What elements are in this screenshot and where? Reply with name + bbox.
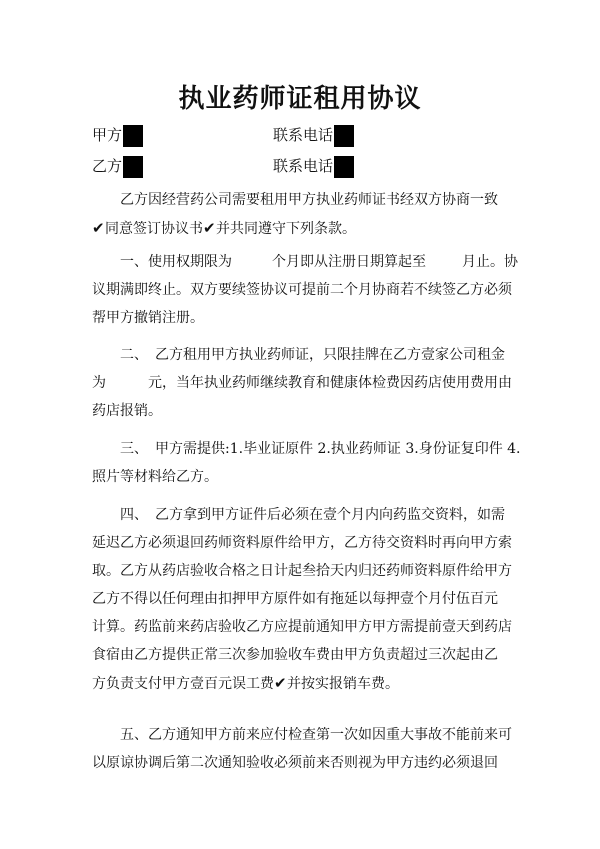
intro-paragraph — [92, 186, 512, 242]
page-title: 执业药师证租用协议 — [178, 84, 422, 114]
text-line: 乙方因经营药公司需要租用甲方执业药师证书经双方协商一致 — [120, 192, 498, 208]
clause-3 — [92, 435, 521, 491]
clause-4 — [92, 501, 512, 697]
party-a-contact-redaction — [334, 125, 354, 147]
checkmark-icon: ✔ — [203, 219, 216, 237]
text-line: 帮甲方撤销注册。 — [92, 310, 204, 326]
party-b-contact-redaction — [334, 156, 354, 178]
party-a-contact-row — [273, 123, 354, 147]
party-b-row — [92, 154, 143, 178]
text-line: 三、 甲方需提供:1.毕业证原件 2.执业药师证 3.身份证复印件 4. — [120, 441, 521, 457]
text-line: 五、乙方通知甲方前来应付检查第一次如因重大事故不能前来可 — [120, 727, 512, 743]
party-b-redaction — [123, 156, 143, 178]
clause-1 — [92, 248, 518, 332]
text-line: 议期满即终止。双方要续签协议可提前二个月协商若不续签乙方必须 — [92, 282, 512, 298]
checkmark-icon: ✔ — [92, 219, 105, 237]
party-a-contact-label: 联系电话 — [273, 126, 334, 144]
text-line: 乙方不得以任何理由扣押甲方原件如有拖延以每押壹个月付伍百元 — [92, 591, 498, 607]
text-line: ✔同意签订协议书✔并共同遵守下列条款。 — [92, 214, 512, 242]
text-line: 四、 乙方拿到甲方证件后必须在壹个月内向药监交资料，如需 — [120, 507, 505, 523]
party-b-label: 乙方 — [92, 157, 123, 175]
party-a-redaction — [123, 125, 143, 147]
text-line: 以原谅协调后第二次通知验收必须前来否则视为甲方违约必须退回 — [92, 755, 498, 771]
clause-2 — [92, 341, 512, 425]
party-b-contact-label: 联系电话 — [273, 157, 334, 175]
text-line: 延迟乙方必须退回药师资料原件给甲方，乙方待交资料时再向甲方索 — [92, 535, 512, 551]
clause-5 — [92, 721, 512, 777]
text-line: 计算。药监前来药店验收乙方应提前通知甲方甲方需提前壹天到药店 — [92, 619, 512, 635]
party-a-label: 甲方 — [92, 126, 123, 144]
party-b-contact-row — [273, 154, 354, 178]
text-line: 为 元，当年执业药师继续教育和健康体检费因药店使用费用由 — [92, 375, 512, 391]
text-line: 药店报销。 — [92, 403, 162, 419]
party-a-row — [92, 123, 143, 147]
text-line: 一、使用权期限为 个月即从注册日期算起至 月止。协 — [120, 254, 518, 270]
text-line: 照片等材料给乙方。 — [92, 469, 218, 485]
checkmark-icon: ✔ — [274, 674, 287, 692]
text-line: 取。乙方从药店验收合格之日计起叁拾天内归还药师资料原件给甲方 — [92, 563, 512, 579]
text-line: 食宿由乙方提供正常三次参加验收车费由甲方负责超过三次起由乙 — [92, 647, 498, 663]
text-line: 二、 乙方租用甲方执业药师证，只限挂牌在乙方壹家公司租金 — [120, 347, 505, 363]
text-line: 方负责支付甲方壹百元误工费✔并按实报销车费。 — [92, 669, 512, 697]
